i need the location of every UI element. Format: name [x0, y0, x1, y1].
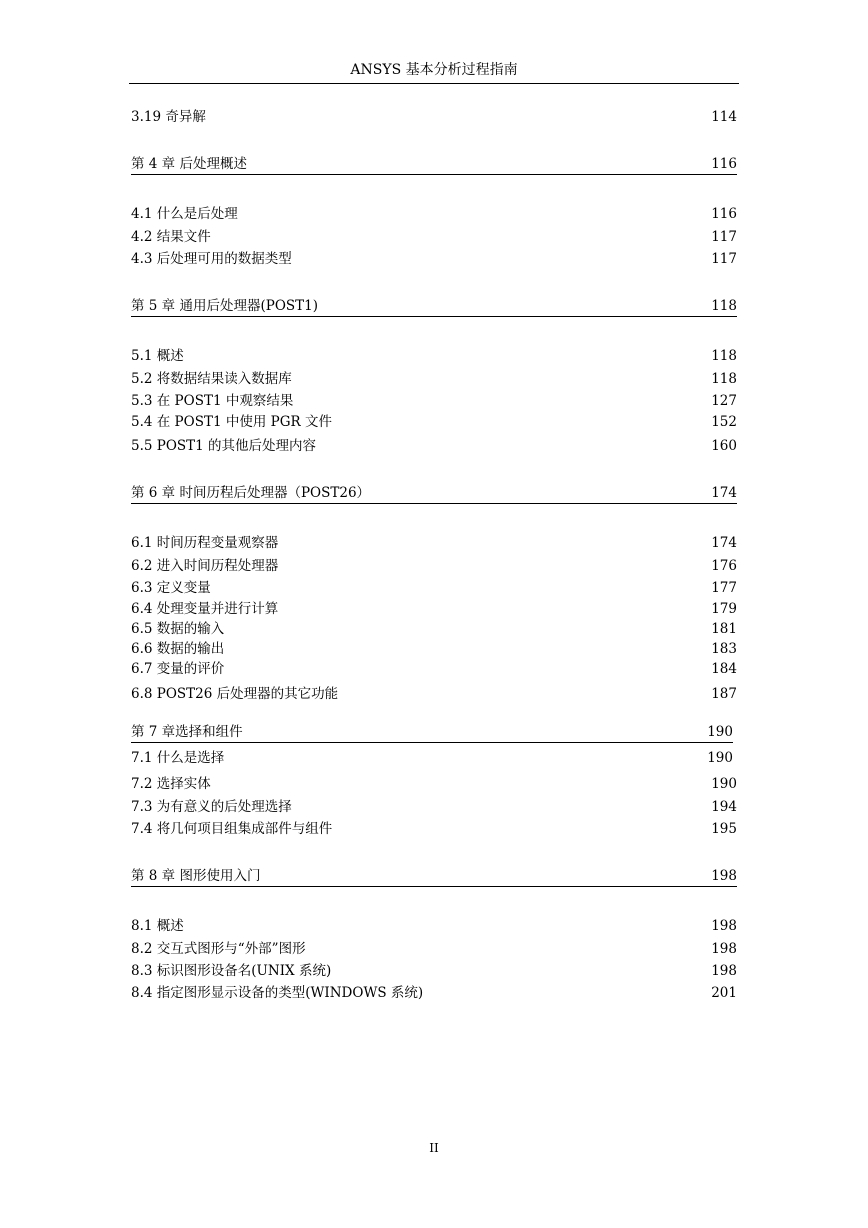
- toc-entry-page: 190: [711, 776, 737, 792]
- toc-entry-label: 第 4 章 后处理概述: [131, 156, 247, 172]
- toc-entry-page: 118: [711, 371, 737, 387]
- toc-entry[interactable]: [131, 390, 737, 410]
- toc-entry[interactable]: [131, 938, 737, 958]
- toc-entry-label: 3.19 奇异解: [131, 109, 206, 125]
- toc-entry[interactable]: [131, 618, 737, 638]
- toc-entry[interactable]: [131, 982, 737, 1002]
- toc-entry-label: 7.3 为有意义的后处理选择: [131, 799, 292, 815]
- toc-entry-label: 6.6 数据的输出: [131, 641, 225, 657]
- toc-entry-label: 6.4 处理变量并进行计算: [131, 601, 279, 617]
- toc-entry[interactable]: [131, 818, 737, 838]
- toc-entry-label: 5.1 概述: [131, 348, 184, 364]
- toc-entry-page: 198: [711, 963, 737, 979]
- toc-entry[interactable]: [131, 960, 737, 980]
- toc-entry-page: 179: [711, 601, 737, 617]
- toc-entry[interactable]: [131, 773, 737, 793]
- toc-entry-label: 6.7 变量的评价: [131, 661, 225, 677]
- toc-entry[interactable]: [131, 747, 733, 767]
- toc-entry-page: 118: [711, 298, 737, 314]
- toc-entry[interactable]: [131, 368, 737, 388]
- toc-entry-page: 184: [711, 661, 737, 677]
- toc-entry-label: 6.2 进入时间历程处理器: [131, 558, 279, 574]
- toc-entry-page: 114: [711, 109, 737, 125]
- toc-entry-page: 127: [711, 393, 737, 409]
- toc-entry-page: 181: [711, 621, 737, 637]
- toc-entry-page: 174: [711, 485, 737, 501]
- toc-entry[interactable]: [131, 532, 737, 552]
- toc-entry[interactable]: [131, 106, 737, 126]
- toc-chapter-heading[interactable]: [131, 721, 733, 743]
- toc-entry[interactable]: [131, 658, 737, 678]
- toc-entry-page: 198: [711, 868, 737, 884]
- toc-entry[interactable]: [131, 577, 737, 597]
- toc-entry-page: 160: [711, 438, 737, 454]
- toc-entry-label: 7.1 什么是选择: [131, 750, 225, 766]
- toc-entry-label: 第 8 章 图形使用入门: [131, 868, 261, 884]
- toc-entry-label: 6.3 定义变量: [131, 580, 211, 596]
- toc-chapter-heading[interactable]: [131, 295, 737, 317]
- toc-entry-label: 4.2 结果文件: [131, 229, 211, 245]
- toc-entry-label: 4.1 什么是后处理: [131, 206, 238, 222]
- toc-entry-label: 5.5 POST1 的其他后处理内容: [131, 438, 317, 454]
- toc-entry-label: 第 5 章 通用后处理器(POST1): [131, 298, 318, 314]
- toc-entry-label: 6.8 POST26 后处理器的其它功能: [131, 686, 339, 702]
- toc-entry-page: 116: [711, 206, 737, 222]
- toc-entry-label: 第 6 章 时间历程后处理器（POST26）: [131, 485, 371, 501]
- toc-entry-label: 8.2 交互式图形与“外部”图形: [131, 941, 306, 957]
- toc-entry-page: 118: [711, 348, 737, 364]
- toc-entry-page: 194: [711, 799, 737, 815]
- toc-entry[interactable]: [131, 555, 737, 575]
- toc-entry[interactable]: [131, 638, 737, 658]
- toc-entry-label: 4.3 后处理可用的数据类型: [131, 251, 292, 267]
- toc-entry-page: 195: [711, 821, 737, 837]
- toc-entry-page: 174: [711, 535, 737, 551]
- toc-entry-page: 177: [711, 580, 737, 596]
- toc-entry-label: 5.4 在 POST1 中使用 PGR 文件: [131, 414, 332, 430]
- toc-entry[interactable]: [131, 248, 737, 268]
- toc-entry[interactable]: [131, 915, 737, 935]
- toc-entry-label: 7.4 将几何项目组集成部件与组件: [131, 821, 333, 837]
- page-number: II: [429, 1141, 439, 1155]
- toc-entry-page: 201: [711, 985, 737, 1001]
- header-rule: [129, 83, 739, 84]
- toc-entry-page: 116: [711, 156, 737, 172]
- toc-entry-label: 8.3 标识图形设备名(UNIX 系统): [131, 963, 332, 979]
- toc-entry-label: 6.1 时间历程变量观察器: [131, 535, 279, 551]
- toc-entry[interactable]: [131, 598, 737, 618]
- toc-entry[interactable]: [131, 411, 737, 431]
- toc-entry-label: 8.4 指定图形显示设备的类型(WINDOWS 系统): [131, 985, 424, 1001]
- toc-chapter-heading[interactable]: [131, 865, 737, 887]
- running-header: ANSYS 基本分析过程指南: [350, 62, 518, 78]
- toc-entry[interactable]: [131, 226, 737, 246]
- toc-entry-label: 6.5 数据的输入: [131, 621, 225, 637]
- toc-entry[interactable]: [131, 796, 737, 816]
- toc-entry-page: 190: [707, 724, 733, 740]
- toc-entry-page: 183: [711, 641, 737, 657]
- toc-entry-page: 198: [711, 918, 737, 934]
- toc-entry-page: 117: [711, 251, 737, 267]
- toc-entry[interactable]: [131, 435, 737, 455]
- toc-entry-page: 190: [707, 750, 733, 766]
- toc-entry-page: 176: [711, 558, 737, 574]
- toc-entry-label: 8.1 概述: [131, 918, 184, 934]
- toc-entry[interactable]: [131, 683, 737, 703]
- toc-chapter-heading[interactable]: [131, 482, 737, 504]
- toc-entry-page: 117: [711, 229, 737, 245]
- toc-entry-label: 5.2 将数据结果读入数据库: [131, 371, 292, 387]
- toc-entry-page: 187: [711, 686, 737, 702]
- toc-entry-page: 152: [711, 414, 737, 430]
- toc-chapter-heading[interactable]: [131, 153, 737, 175]
- toc-entry[interactable]: [131, 345, 737, 365]
- toc-entry[interactable]: [131, 203, 737, 223]
- toc-entry-page: 198: [711, 941, 737, 957]
- toc-entry-label: 7.2 选择实体: [131, 776, 211, 792]
- toc-entry-label: 第 7 章选择和组件: [131, 724, 243, 740]
- toc-entry-label: 5.3 在 POST1 中观察结果: [131, 393, 294, 409]
